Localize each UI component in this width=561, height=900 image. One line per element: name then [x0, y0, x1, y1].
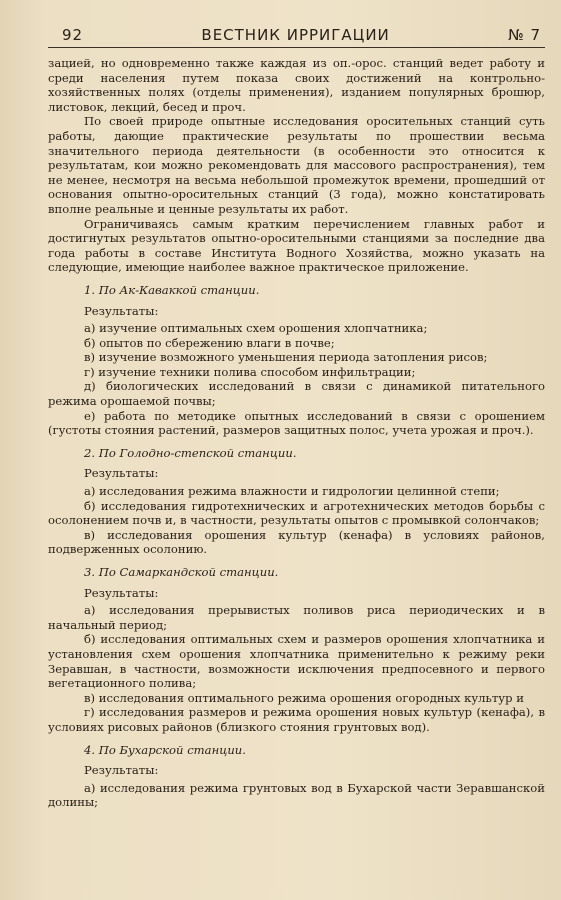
- page-body: [48, 56, 545, 810]
- section-3: [48, 565, 545, 735]
- list-item: а) исследования режима влажности и гидрологии целинной степи;: [84, 484, 500, 499]
- list-item: б) исследования оптимальных схем и размеров орошения хлопчатника и установления схем орошения хлопчатника применительно к режиму реки Зеравшан, в частности, возможности исключения предпосевного и первого вегетационного полива;: [48, 632, 545, 691]
- list-item: а) исследования режима грунтовых вод в Бухарской части Зеравшанской долины;: [48, 780, 545, 810]
- list-item: г) исследования размеров и режима орошения новых культур (кенафа), в условиях рисовых районов (близкого стояния грунтовых вод).: [48, 705, 545, 734]
- list-item: в) изучение возможного уменьшения периода затопления рисов;: [84, 350, 488, 365]
- list-item: б) исследования гидротехнических и агротехнических методов борьбы с осолонением почв и, в частности, результаты опытов с промывкой солончаков;: [48, 498, 545, 528]
- section-4: [48, 743, 545, 810]
- section-heading: 4. По Бухарской станции.: [84, 742, 246, 757]
- paragraph: По своей природе опытные исследования оросительных станций суть работы, дающие практические результаты по прошествии весьма значительного периода деятельности (в особенности это относится к результатам, кои можно рекомендовать для массового распространения), тем не менее, несмотря на весьма небольшой промежуток времени, прошедший от основания опытно-оросительных станций (3 года), можно констатировать вполне реальные и ценные результаты их работ.: [48, 114, 545, 216]
- section-heading: 3. По Самаркандской станции.: [84, 565, 279, 579]
- paragraph: зацией, но одновременно также каждая из оп.-орос. станций ведет работу и среди населения путем показа своих достижений на контрольно-хозяйственных полях (отделы применения), изданием популярных брошюр, листовок, лекций, бесед и проч.: [48, 56, 545, 114]
- list-item: б) опытов по сбережению влаги в почве;: [84, 335, 335, 350]
- journal-title: ВЕСТНИК ИРРИГАЦИИ: [201, 26, 390, 44]
- page-number: 92: [62, 26, 84, 44]
- list-item: е) работа по методике опытных исследований в связи с орошением (густоты стояния растений, размеров защитных полос, учета урожая и проч.).: [48, 408, 545, 438]
- results-label: Результаты:: [84, 466, 159, 481]
- section-2: [48, 446, 545, 557]
- list-item: в) исследования орошения культур (кенафа) в условиях районов, подверженных осолонию.: [48, 527, 545, 557]
- results-label: Результаты:: [84, 585, 159, 600]
- section-1: [48, 283, 545, 438]
- page-header: [48, 26, 545, 47]
- results-label: Результаты:: [84, 303, 159, 318]
- paragraph: Ограничиваясь самым кратким перечислением главных работ и достигнутых результатов опытно-оросительными станциями за последние два года работы в составе Института Водного Хозяйства, можно указать на следующие, имеющие наиболее важное практическое приложение.: [48, 216, 545, 275]
- header-rule: [48, 47, 545, 48]
- list-item: в) исследования оптимального режима орошения огородных культур и: [84, 690, 524, 705]
- section-heading: 2. По Голодно-степской станции.: [84, 445, 297, 460]
- results-label: Результаты:: [84, 763, 159, 778]
- issue-number: № 7: [508, 26, 541, 44]
- section-heading: 1. По Ак-Каваккой станции.: [84, 282, 260, 297]
- list-item: г) изучение техники полива способом инфильтрации;: [84, 364, 416, 379]
- list-item: а) исследования прерывистых поливов риса периодических и в начальный период;: [48, 603, 545, 632]
- list-item: а) изучение оптимальных схем орошения хлопчатника;: [84, 321, 428, 336]
- list-item: д) биологических исследований в связи с динамикой питательного режима орошаемой почвы;: [48, 379, 545, 409]
